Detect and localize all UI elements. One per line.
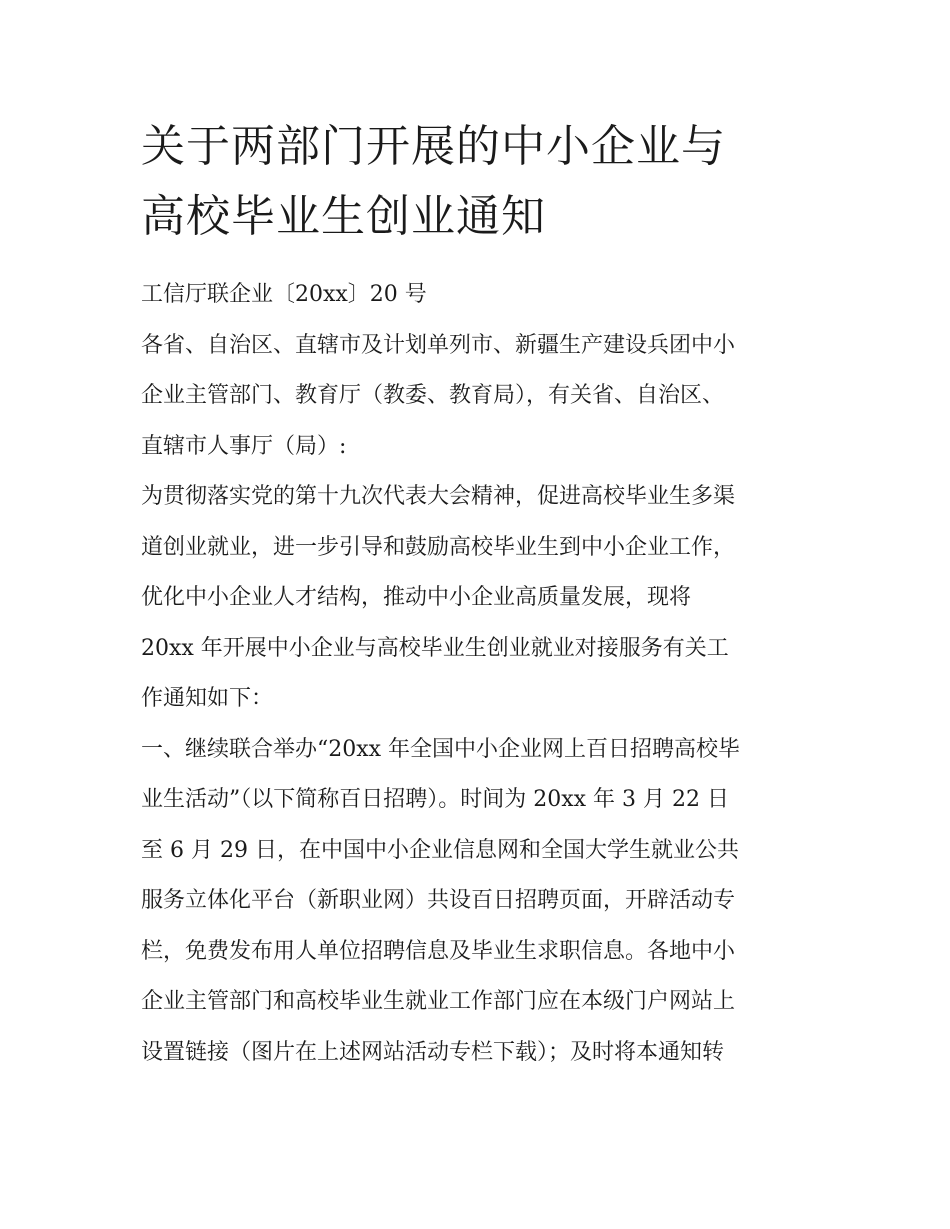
title-line: 高校毕业生创业通知 — [141, 191, 546, 242]
paragraph-line: 为贯彻落实党的第十九次代表大会精神，促进高校毕业生多渠 — [141, 484, 736, 509]
paragraph-line: 优化中小企业人才结构，推动中小企业高质量发展，现将 — [141, 585, 692, 610]
addressee-line: 直辖市人事厅（局）: — [141, 433, 347, 459]
addressee-line: 企业主管部门、教育厅（教委、教育局），有关省、自治区、 — [141, 383, 725, 408]
paragraph-line: 设置链接（图片在上述网站活动专栏下载）；及时将本通知转 — [141, 1039, 725, 1065]
paragraph-line: 至 6 月 29 日，在中国中小企业信息网和全国大学生就业公共 — [141, 837, 739, 863]
paragraph-line: 服务立体化平台（新职业网）共设百日招聘页面，开辟活动专 — [141, 888, 736, 913]
paragraph-line: 道创业就业，进一步引导和鼓励高校毕业生到中小企业工作， — [141, 534, 736, 560]
document-number: 工信厅联企业〔20xx〕20 号 — [141, 282, 427, 307]
paragraph-line: 栏，免费发布用人单位招聘信息及毕业生求职信息。各地中小 — [141, 938, 736, 964]
paragraph-line: 一、继续联合举办“20xx 年全国中小企业网上百日招聘高校毕 — [141, 736, 741, 762]
paragraph-line: 20xx 年开展中小企业与高校毕业生创业就业对接服务有关工 — [141, 635, 729, 661]
paragraph-line: 企业主管部门和高校毕业生就业工作部门应在本级门户网站上 — [141, 989, 736, 1014]
paragraph-line: 作通知如下： — [141, 686, 274, 711]
document-title — [141, 112, 821, 252]
title-line: 关于两部门开展的中小企业与 — [141, 121, 726, 172]
document-body — [141, 270, 821, 1078]
paragraph-line: 业生活动”（以下简称百日招聘）。时间为 20xx 年 3 月 22 日 — [141, 787, 730, 812]
addressee-line: 各省、自治区、直辖市及计划单列市、新疆生产建设兵团中小 — [141, 332, 736, 358]
document-content — [141, 112, 821, 1078]
